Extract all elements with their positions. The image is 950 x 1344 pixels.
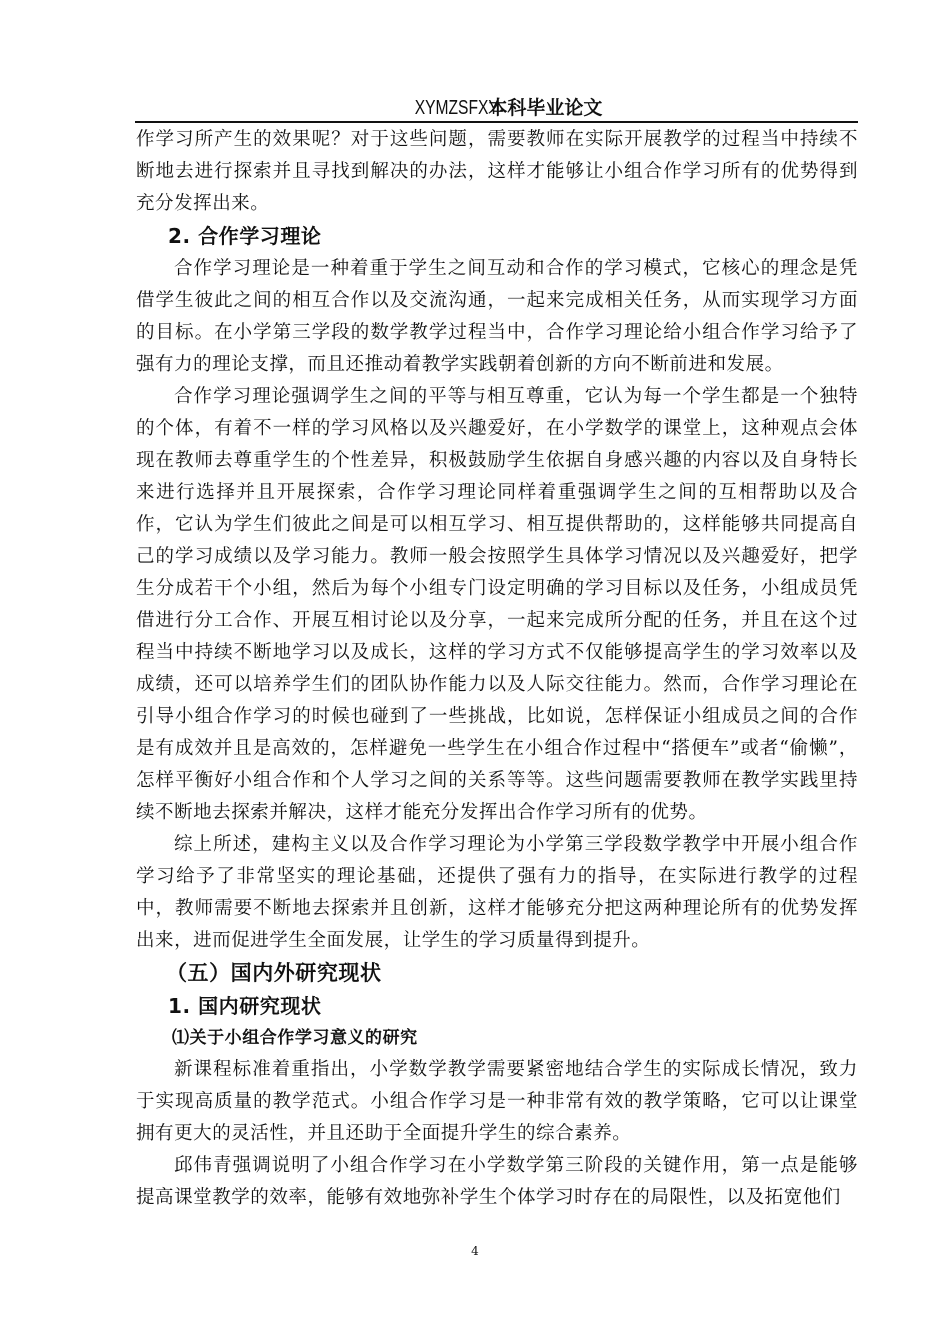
- header-thesis-label: 本科毕业论文: [488, 97, 603, 119]
- heading-research-status: （五）国内外研究现状: [166, 961, 382, 985]
- paragraph-domestic-1: 新课程标准着重指出，小学数学教学需要紧密地结合学生的实际成长情况，致力于实现高质量的教学范式。小组合作学习是一种非常有效的教学策略，它可以让课堂拥有更大的灵活性，并且还助于全面提升学生的综合素养。: [136, 1059, 858, 1144]
- paragraph-domestic-2: 邱伟青强调说明了小组合作学习在小学数学第三阶段的关键作用，第一点是能够提高课堂教学的效率，能够有效地弥补学生个体学习时存在的局限性，以及拓宽他们: [136, 1155, 858, 1208]
- paragraph-coop-theory-1: 合作学习理论是一种着重于学生之间互动和合作的学习模式，它核心的理念是凭借学生彼此之间的相互合作以及交流沟通，一起来完成相关任务，从而实现学习方面的目标。在小学第三学段的数学教学过程当中，合作学习理论给小组合作学习给予了强有力的理论支撑，而且还推动着教学实践朝着创新的方向不断前进和发展。: [136, 258, 858, 375]
- paragraph-coop-theory-2: 合作学习理论强调学生之间的平等与相互尊重，它认为每一个学生都是一个独特的个体，有着不一样的学习风格以及兴趣爱好，在小学数学的课堂上，这种观点会体现在教师去尊重学生的个性差异，积极鼓励学生依据自身感兴趣的内容以及自身特长来进行选择并且开展探索，合作学习理论同样着重强调学生之间的互相帮助以及合作，它认为学生们彼此之间是可以相互学习、相互提供帮助的，这样能够共同提高自己的学习成绩以及学习能力。教师一般会按照学生具体学习情况以及兴趣爱好，把学生分成若干个小组，然后为每个小组专门设定明确的学习目标以及任务，小组成员凭借进行分工合作、开展互相讨论以及分享，一起来完成所分配的任务，并且在这个过程当中持续不断地学习以及成长，这样的学习方式不仅能够提高学生的学习效率以及成绩，还可以培养学生们的团队协作能力以及人际交往能力。然而，合作学习理论在引导小组合作学习的时候也碰到了一些挑战，比如说，怎样保证小组成员之间的合作是有成效并且是高效的，怎样避免一些学生在小组合作过程中“搭便车”或者“偷懒”，怎样平衡好小组合作和个人学习之间的关系等等。这些问题需要教师在教学实践里持续不断地去探索并解决，这样才能充分发挥出合作学习所有的优势。: [136, 386, 858, 823]
- header-school-code: XYMZSFXY: [414, 97, 499, 119]
- paragraph-continuation: 作学习所产生的效果呢？对于这些问题，需要教师在实际开展教学的过程当中持续不断地去进行探索并且寻找到解决的办法，这样才能够让小组合作学习所有的优势得到充分发挥出来。: [136, 129, 858, 214]
- document-body: [136, 124, 858, 1214]
- heading-domestic-research: 1. 国内研究现状: [168, 994, 322, 1018]
- heading-group-learning-significance: ⑴关于小组合作学习意义的研究: [172, 1028, 418, 1048]
- page-header: [135, 93, 858, 123]
- heading-cooperative-learning-theory: 2. 合作学习理论: [168, 224, 322, 248]
- page-number: 4: [471, 1244, 479, 1258]
- paragraph-summary: 综上所述，建构主义以及合作学习理论为小学第三学段数学教学中开展小组合作学习给予了非常坚实的理论基础，还提供了强有力的指导，在实际进行教学的过程中，教师需要不断地去探索并且创新，这样才能够充分把这两种理论所有的优势发挥出来，进而促进学生全面发展，让学生的学习质量得到提升。: [136, 834, 858, 951]
